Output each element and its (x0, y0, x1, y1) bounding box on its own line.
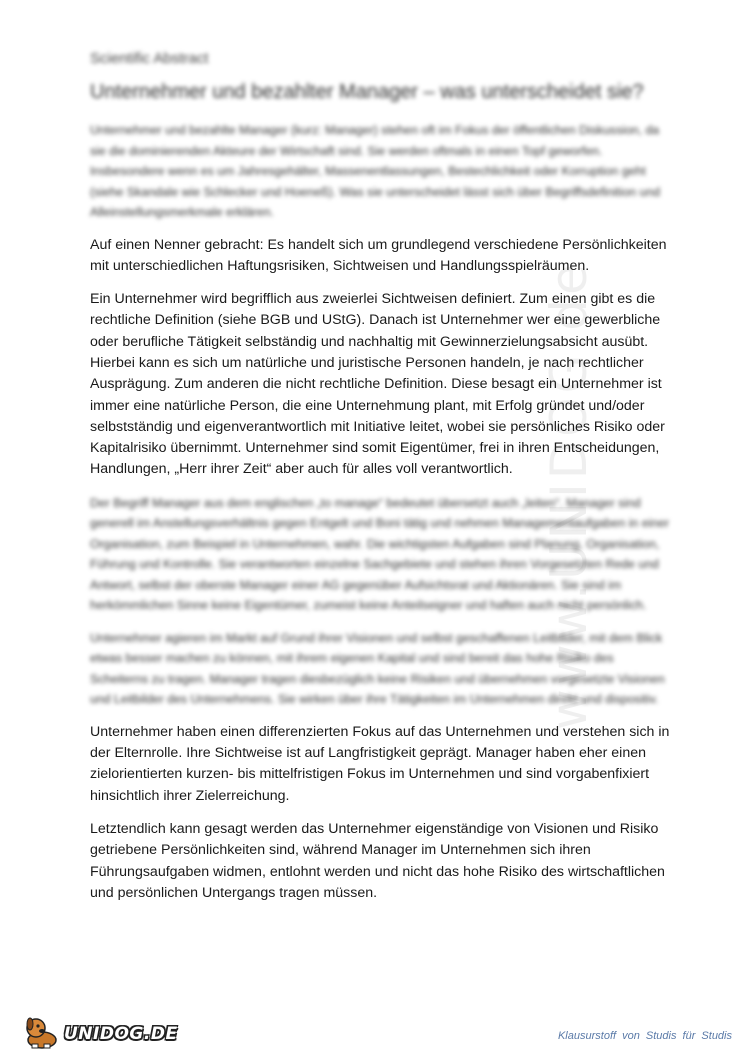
paragraph-focus: Unternehmer haben einen differenzierten Fokus auf das Unternehmen und verstehen sich in der Elternrolle. Ihre Sichtweise ist auf Langfristigkeit geprägt. Manager haben eher einen zielorientierten kurzen- bis mittelfristigen Fokus im Unternehmen und sind vorgabenfixiert hinsichtlich ihrer Zielerreichung. (90, 723, 670, 804)
document-title: Unternehmer und bezahlter Manager – was unterscheidet sie? (90, 81, 644, 103)
paragraph-market-behaviour: Unternehmer agieren im Markt auf Grund ihrer Visionen und selbst geschaffenen Leitbilder, mit dem Blick etwas besser machen zu können, mit ihrem eigenen Kapital und sind bereit das hohe Risiko des Scheiterns zu tragen. Manager tragen diesbezüglich keine Risiken und übernehmen vorgesetzte Visionen und Leitbilder des Unternehmens. Sie wirken über ihre Tätigkeiten im Unternehmen direkt und dispositiv. (90, 630, 665, 707)
watermark: www.UNIDOG.de (540, 260, 598, 730)
dog-mascot-icon (22, 1010, 62, 1050)
paragraph-conclusion: Letztendlich kann gesagt werden das Unternehmer eigenständige von Visionen und Risiko getriebene Persönlichkeiten sind, während Manager im Unternehmen sich ihren Führungsaufgaben widmen, entlohnt werden und nicht das hohe Risiko des wirtschaftlichen und persönlichen Untergangs tragen müssen. (90, 820, 665, 901)
paragraph-intro: Unternehmer und bezahlte Manager (kurz: Manager) stehen oft im Fokus der öffentlichen Diskussion, da sie die dominierenden Akteure der Wirtschaft sind. Sie werden oftmals in einen Topf geworfen. Insbesondere wenn es um Jahresgehälter, Massenentlassungen, Bestechlichkeit oder Korruption geht (siehe Skandale wie Schlecker und Hoeneß). Was sie unterscheidet lässt sich über Begriffsdefinition und Alleinstellungsmerkmale erklären. (90, 123, 661, 219)
paragraph-entrepreneur-definition: Ein Unternehmer wird begrifflich aus zweierlei Sichtweisen definiert. Zum einen gibt es die rechtliche Definition (siehe BGB und UStG). Danach ist Unternehmer wer eine gewerbliche oder berufliche Tätigkeit selbständig und nachhaltig mit Gewinnerzielungsabsicht ausübt. Hierbei kann es sich um natürliche und juristische Personen handeln, je nach rechtlicher Ausprägung. Zum anderen die nicht rechtliche Definition. Diese besagt ein Unternehmer ist immer eine natürliche Person, die eine Unternehmung plant, mit Erfolg gründet und/oder selbstständig und eigenverantwortlich mit Initiative leitet, wobei sie persönliches Risiko oder Kapitalrisiko übernimmt. Unternehmer sind somit Eigentümer, frei in ihren Entscheidungen, Handlungen, „Herr ihrer Zeit“ aber auch für alles voll verantwortlich. (90, 291, 665, 478)
logo-text: UNIDOG.DE (64, 1024, 178, 1044)
unidog-logo[interactable] (22, 1010, 178, 1050)
footer-tagline: Klausurstoff von Studis für Studis (557, 1030, 732, 1042)
paragraph-manager-definition: Der Begriff Manager aus dem englischen „to manage“ bedeutet übersetzt auch „leiten“. Manager sind generell im Anstellungsverhältnis gegen Entgelt und Boni tätig und nehmen Managementaufgaben in einer Organisation, zum Beispiel in Unternehmen, wahr. Die wichtigsten Aufgaben sind Planung, Organisation, Führung und Kontrolle. Sie verantworten einzelne Sachgebiete und stehen ihren Vorgesetzten Rede und Antwort, selbst der oberste Manager einer AG gegenüber Aufsichtsrat und Aktionären. Sie sind im herkömmlichen Sinne keine Eigentümer, zumeist keine Anteilseigner und haften auch nicht persönlich. (90, 495, 670, 613)
paragraph-summary: Auf einen Nenner gebracht: Es handelt sich um grundlegend verschiedene Persönlichkeiten mit unterschiedlichen Haftungsrisiken, Sichtweisen und Handlungsspielräumen. (90, 236, 667, 274)
document-body (90, 50, 670, 916)
section-label: Scientific Abstract (90, 50, 209, 67)
